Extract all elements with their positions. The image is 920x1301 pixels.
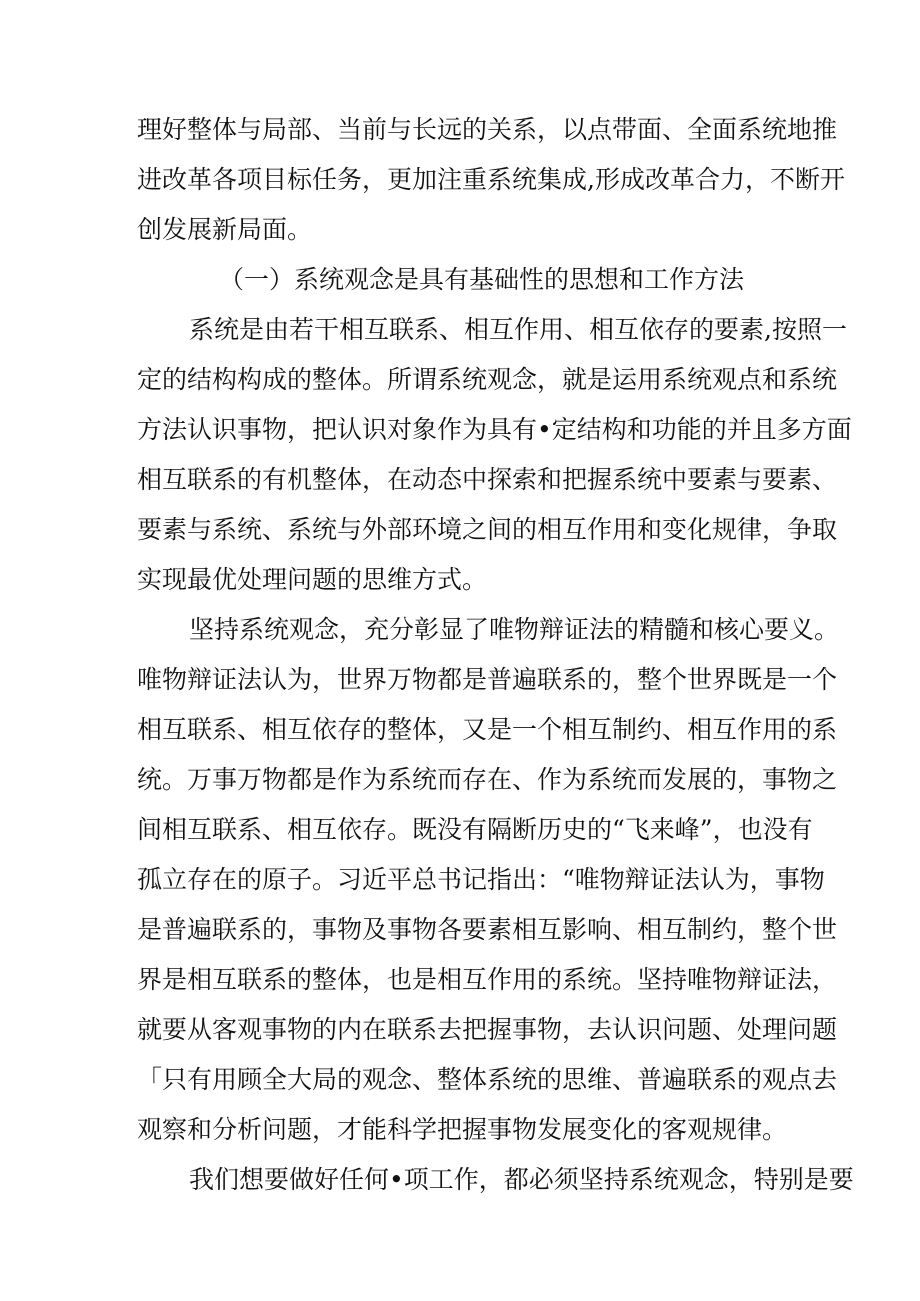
paragraph-2-line-10: 「只有用顾全大局的观念、整体系统的思维、普遍联系的观点去 xyxy=(137,1065,838,1094)
paragraph-2-line-7: 是普遍联系的，事物及事物各要素相互影响、相互制约，整个世 xyxy=(137,915,838,944)
paragraph-1-line-2: 定的结构构成的整体。所谓系统观念，就是运用系统观点和系统 xyxy=(137,365,838,394)
paragraph-3-line-1: 我们想要做好任何•项工作，都必须坚持系统观念，特别是要 xyxy=(189,1165,854,1194)
paragraph-2-line-11: 观察和分析问题，才能科学把握事物发展变化的客观规律。 xyxy=(137,1115,788,1144)
paragraph-2-line-5: 间相互联系、相互依存。既没有隔断历史的“飞来峰”，也没有 xyxy=(137,815,813,844)
paragraph-2-line-6: 孤立存在的原子。习近平总书记指出：“唯物辩证法认为，事物 xyxy=(137,865,825,894)
paragraph-1-line-5: 要素与系统、系统与外部环境之间的相互作用和变化规律，争取 xyxy=(137,515,838,544)
paragraph-2-line-2: 唯物辩证法认为，世界万物都是普遍联系的，整个世界既是一个 xyxy=(137,665,838,694)
paragraph-1-line-6: 实现最优处理问题的思维方式。 xyxy=(137,565,488,594)
paragraph-1-line-4: 相互联系的有机整体，在动态中探索和把握系统中要素与要素、 xyxy=(137,465,838,494)
paragraph-2-line-9: 就要从客观事物的内在联系去把握事物，去认识问题、处理问题 xyxy=(137,1015,838,1044)
paragraph-1-line-1: 系统是由若干相互联系、相互作用、相互依存的要素,按照一 xyxy=(189,315,847,344)
section-heading: （一）系统观念是具有基础性的思想和工作方法 xyxy=(219,265,745,294)
paragraph-2-line-4: 统。万事万物都是作为系统而存在、作为系统而发展的，事物之 xyxy=(137,765,838,794)
paragraph-2-line-8: 界是相互联系的整体，也是相互作用的系统。坚持唯物辩证法， xyxy=(137,965,838,994)
intro-line-2: 进改革各项目标任务，更加注重系统集成,形成改革合力，不断开 xyxy=(137,165,845,194)
paragraph-2-line-1: 坚持系统观念，充分彰显了唯物辩证法的精髓和核心要义。 xyxy=(189,615,840,644)
intro-line-3: 创发展新局面。 xyxy=(137,215,313,244)
paragraph-1-line-3: 方法认识事物，把认识对象作为具有•定结构和功能的并且多方面 xyxy=(137,415,852,444)
intro-line-1: 理好整体与局部、当前与长远的关系，以点带面、全面系统地推 xyxy=(137,115,838,144)
paragraph-2-line-3: 相互联系、相互依存的整体，又是一个相互制约、相互作用的系 xyxy=(137,715,838,744)
